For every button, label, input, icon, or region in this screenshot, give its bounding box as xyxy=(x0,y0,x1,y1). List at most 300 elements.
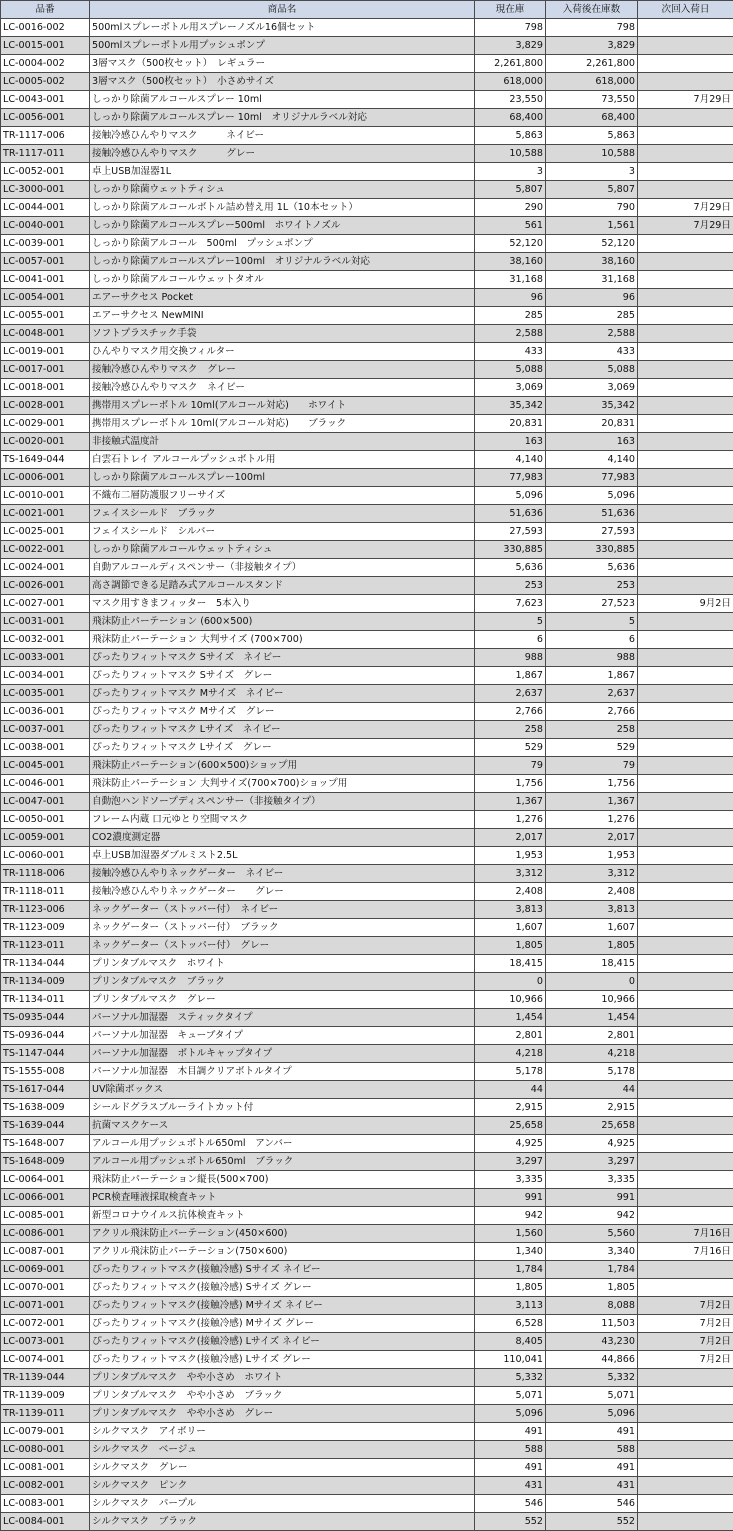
table-row xyxy=(1,541,733,559)
next-arrival-date-cell xyxy=(638,1207,733,1225)
product-code-cell: LC-0070-001 xyxy=(1,1279,90,1297)
stock-after-arrival-cell: 1,367 xyxy=(546,793,638,811)
table-row xyxy=(1,1117,733,1135)
stock-after-arrival-cell: 3,312 xyxy=(546,865,638,883)
current-stock-cell: 44 xyxy=(475,1081,546,1099)
product-code-cell: LC-0021-001 xyxy=(1,505,90,523)
current-stock-cell: 3 xyxy=(475,163,546,181)
table-row xyxy=(1,757,733,775)
product-code-cell: TR-1123-006 xyxy=(1,901,90,919)
next-arrival-date-cell xyxy=(638,487,733,505)
current-stock-cell: 79 xyxy=(475,757,546,775)
current-stock-cell: 5,332 xyxy=(475,1369,546,1387)
stock-after-arrival-cell: 79 xyxy=(546,757,638,775)
product-code-cell: LC-0005-002 xyxy=(1,73,90,91)
current-stock-cell: 6 xyxy=(475,631,546,649)
product-code-cell: LC-0033-001 xyxy=(1,649,90,667)
current-stock-cell: 552 xyxy=(475,1513,546,1531)
table-row xyxy=(1,1135,733,1153)
next-arrival-date-cell xyxy=(638,1189,733,1207)
product-code-cell: LC-0034-001 xyxy=(1,667,90,685)
current-stock-cell: 5 xyxy=(475,613,546,631)
product-name-cell: 500mlスプレーボトル用スプレーノズル16個セット xyxy=(90,19,475,37)
product-code-cell: LC-0004-002 xyxy=(1,55,90,73)
current-stock-cell: 991 xyxy=(475,1189,546,1207)
next-arrival-date-cell xyxy=(638,73,733,91)
current-stock-cell: 3,113 xyxy=(475,1297,546,1315)
current-stock-cell: 1,805 xyxy=(475,937,546,955)
product-name-cell: プリンタブルマスク やや小さめ グレー xyxy=(90,1405,475,1423)
product-code-cell: LC-0036-001 xyxy=(1,703,90,721)
table-row xyxy=(1,667,733,685)
stock-after-arrival-cell: 431 xyxy=(546,1477,638,1495)
current-stock-cell: 5,863 xyxy=(475,127,546,145)
stock-after-arrival-cell: 11,503 xyxy=(546,1315,638,1333)
next-arrival-date-cell xyxy=(638,757,733,775)
product-name-cell: ぴったりフィットマスク Lサイズ グレー xyxy=(90,739,475,757)
product-name-cell: 接触冷感ひんやりマスク グレー xyxy=(90,361,475,379)
current-stock-cell: 1,340 xyxy=(475,1243,546,1261)
table-row xyxy=(1,505,733,523)
next-arrival-date-cell xyxy=(638,1027,733,1045)
current-stock-cell: 163 xyxy=(475,433,546,451)
stock-after-arrival-cell: 491 xyxy=(546,1423,638,1441)
next-arrival-date-cell xyxy=(638,181,733,199)
stock-after-arrival-cell: 27,523 xyxy=(546,595,638,613)
table-row xyxy=(1,1351,733,1369)
next-arrival-date-cell xyxy=(638,1009,733,1027)
product-code-cell: TR-1139-011 xyxy=(1,1405,90,1423)
stock-after-arrival-cell: 2,017 xyxy=(546,829,638,847)
current-stock-cell: 1,276 xyxy=(475,811,546,829)
table-body xyxy=(1,19,733,1531)
stock-after-arrival-cell: 5,071 xyxy=(546,1387,638,1405)
header-product-code: 品番 xyxy=(1,1,90,19)
current-stock-cell: 5,807 xyxy=(475,181,546,199)
product-name-cell: プリンタブルマスク ホワイト xyxy=(90,955,475,973)
table-row xyxy=(1,343,733,361)
table-row xyxy=(1,1513,733,1531)
product-name-cell: アルコール用プッシュボトル650ml ブラック xyxy=(90,1153,475,1171)
table-row xyxy=(1,937,733,955)
stock-after-arrival-cell: 51,636 xyxy=(546,505,638,523)
table-row xyxy=(1,595,733,613)
product-code-cell: TS-1617-044 xyxy=(1,1081,90,1099)
table-row xyxy=(1,307,733,325)
product-code-cell: TS-1649-044 xyxy=(1,451,90,469)
stock-after-arrival-cell: 253 xyxy=(546,577,638,595)
stock-after-arrival-cell: 3,813 xyxy=(546,901,638,919)
stock-after-arrival-cell: 5,096 xyxy=(546,487,638,505)
product-name-cell: エアーサクセス NewMINI xyxy=(90,307,475,325)
table-row xyxy=(1,55,733,73)
next-arrival-date-cell xyxy=(638,1081,733,1099)
product-code-cell: TS-1648-007 xyxy=(1,1135,90,1153)
stock-after-arrival-cell: 5 xyxy=(546,613,638,631)
product-name-cell: 携帯用スプレーボトル 10ml(アルコール対応) ホワイト xyxy=(90,397,475,415)
table-row xyxy=(1,37,733,55)
product-name-cell: パーソナル加湿器 スティックタイプ xyxy=(90,1009,475,1027)
next-arrival-date-cell xyxy=(638,1045,733,1063)
next-arrival-date-cell xyxy=(638,1513,733,1531)
product-name-cell: 3層マスク（500枚セット） 小さめサイズ xyxy=(90,73,475,91)
table-row xyxy=(1,253,733,271)
stock-after-arrival-cell: 330,885 xyxy=(546,541,638,559)
next-arrival-date-cell xyxy=(638,1099,733,1117)
next-arrival-date-cell xyxy=(638,847,733,865)
current-stock-cell: 588 xyxy=(475,1441,546,1459)
product-code-cell: TR-1139-009 xyxy=(1,1387,90,1405)
stock-after-arrival-cell: 44 xyxy=(546,1081,638,1099)
current-stock-cell: 5,096 xyxy=(475,1405,546,1423)
product-code-cell: LC-0019-001 xyxy=(1,343,90,361)
next-arrival-date-cell xyxy=(638,1405,733,1423)
product-name-cell: 不織布二層防護服フリーサイズ xyxy=(90,487,475,505)
next-arrival-date-cell xyxy=(638,1369,733,1387)
next-arrival-date-cell xyxy=(638,865,733,883)
stock-after-arrival-cell: 52,120 xyxy=(546,235,638,253)
table-row xyxy=(1,685,733,703)
product-name-cell: プリンタブルマスク やや小さめ ブラック xyxy=(90,1387,475,1405)
product-name-cell: CO2濃度測定器 xyxy=(90,829,475,847)
current-stock-cell: 5,088 xyxy=(475,361,546,379)
stock-after-arrival-cell: 5,332 xyxy=(546,1369,638,1387)
next-arrival-date-cell xyxy=(638,253,733,271)
product-name-cell: プリンタブルマスク グレー xyxy=(90,991,475,1009)
current-stock-cell: 3,335 xyxy=(475,1171,546,1189)
header-stock-after-arrival: 入荷後在庫数 xyxy=(546,1,638,19)
table-row xyxy=(1,973,733,991)
current-stock-cell: 491 xyxy=(475,1459,546,1477)
stock-after-arrival-cell: 5,560 xyxy=(546,1225,638,1243)
next-arrival-date-cell xyxy=(638,469,733,487)
product-name-cell: ぴったりフィットマスク(接触冷感) Sサイズ ネイビー xyxy=(90,1261,475,1279)
stock-after-arrival-cell: 3 xyxy=(546,163,638,181)
product-name-cell: パーソナル加湿器 木目調クリアボトルタイプ xyxy=(90,1063,475,1081)
current-stock-cell: 988 xyxy=(475,649,546,667)
stock-after-arrival-cell: 3,335 xyxy=(546,1171,638,1189)
product-code-cell: LC-0050-001 xyxy=(1,811,90,829)
product-name-cell: しっかり除菌アルコールスプレー 10ml xyxy=(90,91,475,109)
product-code-cell: LC-0086-001 xyxy=(1,1225,90,1243)
product-code-cell: TR-1123-009 xyxy=(1,919,90,937)
next-arrival-date-cell xyxy=(638,919,733,937)
current-stock-cell: 1,953 xyxy=(475,847,546,865)
product-name-cell: 高さ調節できる足踏み式アルコールスタンド xyxy=(90,577,475,595)
next-arrival-date-cell xyxy=(638,127,733,145)
next-arrival-date-cell xyxy=(638,325,733,343)
stock-after-arrival-cell: 68,400 xyxy=(546,109,638,127)
current-stock-cell: 2,017 xyxy=(475,829,546,847)
product-code-cell: LC-0045-001 xyxy=(1,757,90,775)
current-stock-cell: 1,454 xyxy=(475,1009,546,1027)
header-current-stock: 現在庫 xyxy=(475,1,546,19)
table-row xyxy=(1,379,733,397)
next-arrival-date-cell xyxy=(638,163,733,181)
stock-after-arrival-cell: 5,088 xyxy=(546,361,638,379)
product-code-cell: LC-0057-001 xyxy=(1,253,90,271)
product-name-cell: アクリル飛沫防止パーテーション(450×600) xyxy=(90,1225,475,1243)
product-code-cell: LC-0028-001 xyxy=(1,397,90,415)
current-stock-cell: 23,550 xyxy=(475,91,546,109)
product-name-cell: ネックゲーター（ストッパー付） ブラック xyxy=(90,919,475,937)
product-name-cell: 飛沫防止パーテーション縦長(500×700) xyxy=(90,1171,475,1189)
next-arrival-date-cell xyxy=(638,55,733,73)
product-code-cell: TS-1638-009 xyxy=(1,1099,90,1117)
current-stock-cell: 1,756 xyxy=(475,775,546,793)
product-code-cell: LC-0017-001 xyxy=(1,361,90,379)
next-arrival-date-cell xyxy=(638,1279,733,1297)
stock-after-arrival-cell: 1,805 xyxy=(546,1279,638,1297)
product-code-cell: LC-0087-001 xyxy=(1,1243,90,1261)
product-name-cell: アクリル飛沫防止パーテーション(750×600) xyxy=(90,1243,475,1261)
table-row xyxy=(1,1153,733,1171)
product-name-cell: マスク用すきまフィッター 5本入り xyxy=(90,595,475,613)
stock-after-arrival-cell: 2,408 xyxy=(546,883,638,901)
stock-after-arrival-cell: 4,925 xyxy=(546,1135,638,1153)
product-code-cell: LC-0026-001 xyxy=(1,577,90,595)
current-stock-cell: 1,784 xyxy=(475,1261,546,1279)
stock-after-arrival-cell: 77,983 xyxy=(546,469,638,487)
product-code-cell: LC-0024-001 xyxy=(1,559,90,577)
current-stock-cell: 1,607 xyxy=(475,919,546,937)
current-stock-cell: 52,120 xyxy=(475,235,546,253)
stock-after-arrival-cell: 5,178 xyxy=(546,1063,638,1081)
product-code-cell: LC-0083-001 xyxy=(1,1495,90,1513)
stock-after-arrival-cell: 798 xyxy=(546,19,638,37)
table-row xyxy=(1,1045,733,1063)
product-code-cell: LC-0060-001 xyxy=(1,847,90,865)
table-row xyxy=(1,901,733,919)
table-row xyxy=(1,793,733,811)
next-arrival-date-cell xyxy=(638,1063,733,1081)
product-name-cell: ぴったりフィットマスク Sサイズ ネイビー xyxy=(90,649,475,667)
table-row xyxy=(1,325,733,343)
product-code-cell: TR-1117-011 xyxy=(1,145,90,163)
current-stock-cell: 3,297 xyxy=(475,1153,546,1171)
table-row xyxy=(1,1495,733,1513)
next-arrival-date-cell xyxy=(638,649,733,667)
product-code-cell: TS-1147-044 xyxy=(1,1045,90,1063)
table-row xyxy=(1,145,733,163)
table-row xyxy=(1,1243,733,1261)
table-row xyxy=(1,1387,733,1405)
stock-after-arrival-cell: 1,276 xyxy=(546,811,638,829)
table-row xyxy=(1,397,733,415)
next-arrival-date-cell xyxy=(638,541,733,559)
next-arrival-date-cell: 7月16日 xyxy=(638,1243,733,1261)
product-code-cell: TR-1134-009 xyxy=(1,973,90,991)
current-stock-cell: 2,261,800 xyxy=(475,55,546,73)
current-stock-cell: 5,178 xyxy=(475,1063,546,1081)
product-name-cell: ぴったりフィットマスク Lサイズ ネイビー xyxy=(90,721,475,739)
product-name-cell: ソフトプラスチック手袋 xyxy=(90,325,475,343)
stock-after-arrival-cell: 1,867 xyxy=(546,667,638,685)
next-arrival-date-cell xyxy=(638,397,733,415)
product-code-cell: LC-0052-001 xyxy=(1,163,90,181)
table-row xyxy=(1,1279,733,1297)
product-name-cell: プリンタブルマスク ブラック xyxy=(90,973,475,991)
product-code-cell: LC-0020-001 xyxy=(1,433,90,451)
next-arrival-date-cell xyxy=(638,1153,733,1171)
next-arrival-date-cell xyxy=(638,451,733,469)
current-stock-cell: 561 xyxy=(475,217,546,235)
table-row xyxy=(1,829,733,847)
current-stock-cell: 2,766 xyxy=(475,703,546,721)
product-code-cell: LC-0041-001 xyxy=(1,271,90,289)
table-row xyxy=(1,1333,733,1351)
product-code-cell: TR-1118-011 xyxy=(1,883,90,901)
table-row xyxy=(1,577,733,595)
current-stock-cell: 1,867 xyxy=(475,667,546,685)
product-name-cell: 接触冷感ひんやりネックゲーター グレー xyxy=(90,883,475,901)
product-name-cell: 飛沫防止パーテーション(600×500)ショップ用 xyxy=(90,757,475,775)
stock-after-arrival-cell: 2,801 xyxy=(546,1027,638,1045)
product-code-cell: LC-0018-001 xyxy=(1,379,90,397)
product-code-cell: LC-0038-001 xyxy=(1,739,90,757)
product-code-cell: LC-0039-001 xyxy=(1,235,90,253)
product-name-cell: パーソナル加湿器 キューブタイプ xyxy=(90,1027,475,1045)
product-code-cell: TR-1134-044 xyxy=(1,955,90,973)
product-name-cell: ぴったりフィットマスク Mサイズ グレー xyxy=(90,703,475,721)
product-code-cell: LC-0006-001 xyxy=(1,469,90,487)
stock-after-arrival-cell: 1,561 xyxy=(546,217,638,235)
stock-after-arrival-cell: 18,415 xyxy=(546,955,638,973)
next-arrival-date-cell xyxy=(638,829,733,847)
stock-after-arrival-cell: 3,297 xyxy=(546,1153,638,1171)
product-name-cell: しっかり除菌アルコールウェットティシュ xyxy=(90,541,475,559)
product-code-cell: TS-1639-044 xyxy=(1,1117,90,1135)
product-code-cell: TR-1117-006 xyxy=(1,127,90,145)
stock-after-arrival-cell: 5,636 xyxy=(546,559,638,577)
current-stock-cell: 7,623 xyxy=(475,595,546,613)
stock-after-arrival-cell: 258 xyxy=(546,721,638,739)
current-stock-cell: 3,829 xyxy=(475,37,546,55)
product-code-cell: LC-0066-001 xyxy=(1,1189,90,1207)
next-arrival-date-cell xyxy=(638,577,733,595)
table-row xyxy=(1,613,733,631)
product-name-cell: しっかり除菌アルコールスプレー100ml xyxy=(90,469,475,487)
product-code-cell: LC-0069-001 xyxy=(1,1261,90,1279)
stock-after-arrival-cell: 1,805 xyxy=(546,937,638,955)
stock-after-arrival-cell: 4,140 xyxy=(546,451,638,469)
table-row xyxy=(1,1459,733,1477)
next-arrival-date-cell xyxy=(638,811,733,829)
product-name-cell: シルクマスク ブラック xyxy=(90,1513,475,1531)
product-name-cell: UV除菌ボックス xyxy=(90,1081,475,1099)
stock-after-arrival-cell: 163 xyxy=(546,433,638,451)
stock-after-arrival-cell: 10,588 xyxy=(546,145,638,163)
product-name-cell: ぴったりフィットマスク(接触冷感) Lサイズ グレー xyxy=(90,1351,475,1369)
next-arrival-date-cell xyxy=(638,361,733,379)
product-name-cell: 携帯用スプレーボトル 10ml(アルコール対応) ブラック xyxy=(90,415,475,433)
current-stock-cell: 3,813 xyxy=(475,901,546,919)
table-row xyxy=(1,1369,733,1387)
next-arrival-date-cell xyxy=(638,937,733,955)
current-stock-cell: 110,041 xyxy=(475,1351,546,1369)
table-row xyxy=(1,703,733,721)
stock-after-arrival-cell: 73,550 xyxy=(546,91,638,109)
current-stock-cell: 2,408 xyxy=(475,883,546,901)
stock-after-arrival-cell: 5,807 xyxy=(546,181,638,199)
next-arrival-date-cell: 7月2日 xyxy=(638,1333,733,1351)
product-name-cell: 白雲石トレイ アルコールプッシュボトル用 xyxy=(90,451,475,469)
product-code-cell: LC-0085-001 xyxy=(1,1207,90,1225)
current-stock-cell: 31,168 xyxy=(475,271,546,289)
next-arrival-date-cell: 7月2日 xyxy=(638,1315,733,1333)
current-stock-cell: 1,560 xyxy=(475,1225,546,1243)
current-stock-cell: 96 xyxy=(475,289,546,307)
product-code-cell: LC-0079-001 xyxy=(1,1423,90,1441)
product-name-cell: しっかり除菌アルコールスプレー500ml ホワイトノズル xyxy=(90,217,475,235)
stock-after-arrival-cell: 991 xyxy=(546,1189,638,1207)
stock-after-arrival-cell: 96 xyxy=(546,289,638,307)
table-row xyxy=(1,865,733,883)
product-code-cell: LC-0064-001 xyxy=(1,1171,90,1189)
product-code-cell: TR-1134-011 xyxy=(1,991,90,1009)
product-code-cell: TS-0936-044 xyxy=(1,1027,90,1045)
product-code-cell: LC-0032-001 xyxy=(1,631,90,649)
stock-after-arrival-cell: 2,637 xyxy=(546,685,638,703)
stock-after-arrival-cell: 10,966 xyxy=(546,991,638,1009)
current-stock-cell: 2,588 xyxy=(475,325,546,343)
next-arrival-date-cell xyxy=(638,793,733,811)
table-row xyxy=(1,91,733,109)
table-row xyxy=(1,739,733,757)
current-stock-cell: 1,805 xyxy=(475,1279,546,1297)
product-code-cell: LC-0074-001 xyxy=(1,1351,90,1369)
product-name-cell: ネックゲーター（ストッパー付） グレー xyxy=(90,937,475,955)
product-name-cell: しっかり除菌アルコールウェットタオル xyxy=(90,271,475,289)
next-arrival-date-cell xyxy=(638,1135,733,1153)
current-stock-cell: 38,160 xyxy=(475,253,546,271)
current-stock-cell: 2,801 xyxy=(475,1027,546,1045)
current-stock-cell: 10,966 xyxy=(475,991,546,1009)
table-row xyxy=(1,775,733,793)
stock-after-arrival-cell: 491 xyxy=(546,1459,638,1477)
current-stock-cell: 10,588 xyxy=(475,145,546,163)
current-stock-cell: 529 xyxy=(475,739,546,757)
product-code-cell: LC-0073-001 xyxy=(1,1333,90,1351)
stock-after-arrival-cell: 433 xyxy=(546,343,638,361)
product-code-cell: LC-0048-001 xyxy=(1,325,90,343)
next-arrival-date-cell xyxy=(638,613,733,631)
current-stock-cell: 0 xyxy=(475,973,546,991)
table-row xyxy=(1,1099,733,1117)
next-arrival-date-cell xyxy=(638,1459,733,1477)
table-row xyxy=(1,433,733,451)
product-name-cell: 500mlスプレーボトル用プッシュポンプ xyxy=(90,37,475,55)
current-stock-cell: 491 xyxy=(475,1423,546,1441)
next-arrival-date-cell xyxy=(638,1495,733,1513)
table-row xyxy=(1,1423,733,1441)
product-code-cell: LC-0015-001 xyxy=(1,37,90,55)
product-code-cell: LC-0010-001 xyxy=(1,487,90,505)
table-row xyxy=(1,451,733,469)
product-code-cell: LC-0046-001 xyxy=(1,775,90,793)
next-arrival-date-cell: 7月16日 xyxy=(638,1225,733,1243)
current-stock-cell: 433 xyxy=(475,343,546,361)
product-name-cell: しっかり除菌アルコールスプレー 10ml オリジナルラベル対応 xyxy=(90,109,475,127)
stock-after-arrival-cell: 44,866 xyxy=(546,1351,638,1369)
product-name-cell: PCR検査唾液採取検査キット xyxy=(90,1189,475,1207)
table-row xyxy=(1,1171,733,1189)
product-code-cell: TR-1118-006 xyxy=(1,865,90,883)
table-row xyxy=(1,955,733,973)
stock-after-arrival-cell: 2,588 xyxy=(546,325,638,343)
next-arrival-date-cell xyxy=(638,307,733,325)
product-code-cell: LC-0022-001 xyxy=(1,541,90,559)
